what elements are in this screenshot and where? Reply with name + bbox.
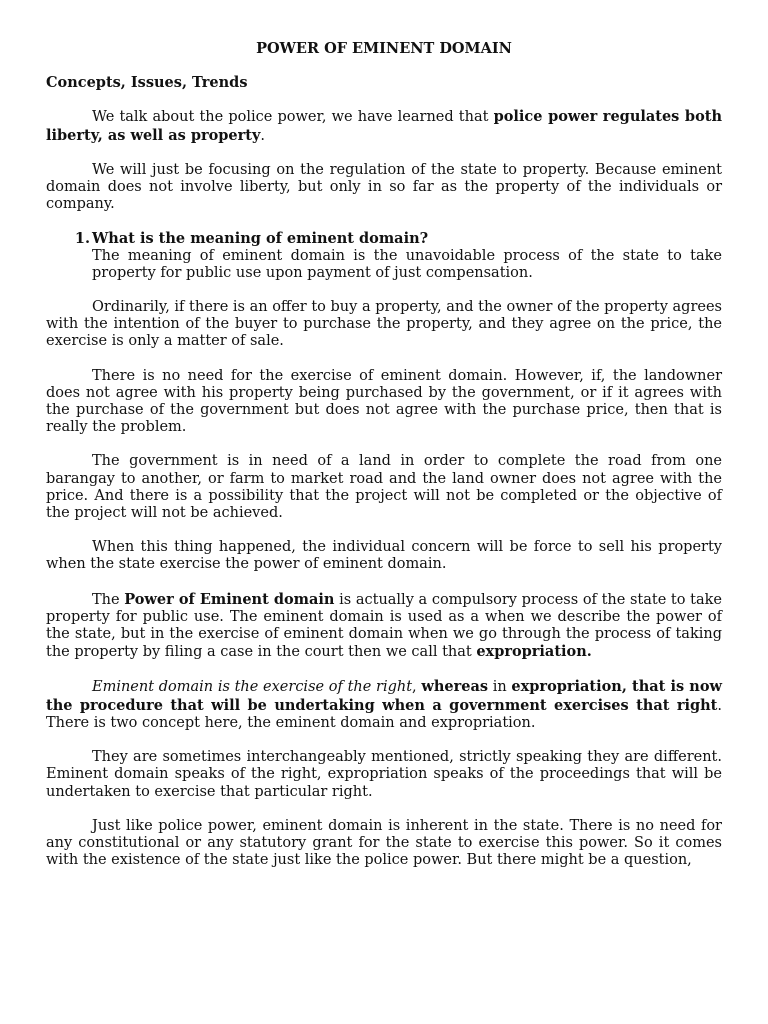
paragraph-text: . There is two concept here, the eminent domain and expropriation. xyxy=(46,697,722,731)
paragraph-police-power xyxy=(46,108,722,144)
question-text: What is the meaning of eminent domain? xyxy=(92,230,429,248)
bold-text: Power of Eminent domain xyxy=(124,590,335,608)
paragraph-interchangeable: They are sometimes interchangeably mentioned, strictly speaking they are different. Eminent domain speaks of the right, expropriation speaks of the proceedings that will be undertaken to exercise that particular right. xyxy=(46,749,722,800)
paragraph-sale: Ordinarily, if there is an offer to buy a property, and the owner of the property agrees with the intention of the buyer to purchase the property, and they agree on the price, the exercise is only a matter of sale. xyxy=(46,299,722,350)
bold-text: expropriation. xyxy=(476,643,592,661)
bold-text: expropriation, that is now the procedure that will be undertaking when a government exercises that right xyxy=(46,678,722,714)
question-answer: The meaning of eminent domain is the unavoidable process of the state to take property for public use upon payment of just compensation. xyxy=(92,247,722,281)
paragraph-text: , xyxy=(412,679,422,696)
document-title: POWER OF EMINENT DOMAIN xyxy=(256,40,512,57)
question-heading xyxy=(74,230,722,248)
paragraph-compulsory-process xyxy=(46,591,722,662)
bold-text: police power regulates both liberty, as well as property xyxy=(46,108,722,144)
italic-text: Eminent domain is the exercise of the right xyxy=(92,679,413,696)
numbered-question xyxy=(46,230,722,282)
bold-text: whereas xyxy=(421,678,489,696)
document-subtitle: Concepts, Issues, Trends xyxy=(46,74,248,92)
paragraph-road-example: The government is in need of a land in order to complete the road from one barangay to another, or farm to market road and the land owner does not agree with the price. And there is a possibility that the project will not be completed or the objective of the project will not be achieved. xyxy=(46,453,722,522)
paragraph-focus-property: We will just be focusing on the regulation of the state to property. Because eminent domain does not involve liberty, but only in so far as the property of the individuals or company. xyxy=(46,161,722,213)
question-number: 1. xyxy=(74,230,90,248)
paragraph-no-need: There is no need for the exercise of eminent domain. However, if, the landowner does not agree with his property being purchased by the government, or if it agrees with the purchase of the government but does not agree with the purchase price, then that is really the problem. xyxy=(46,367,722,436)
paragraph-text: The xyxy=(92,591,125,608)
paragraph-force-sell: When this thing happened, the individual concern will be force to sell his property when the state exercise the power of eminent domain. xyxy=(46,539,722,573)
paragraph-text: in xyxy=(488,679,512,696)
paragraph-text: . xyxy=(260,127,266,144)
paragraph-text: is actually a compulsory process of the state to take property for public use. The eminent domain is used as a when we describe the power of the state, but in the exercise of eminent domain when we go through the process of taking the property by filing a case in the court then we call that xyxy=(46,591,722,661)
paragraph-inherent: Just like police power, eminent domain is inherent in the state. There is no need for any constitutional or any statutory grant for the state to exercise this power. So it comes with the existence of the state just like the police power. But there might be a question, xyxy=(46,817,722,869)
paragraph-text: We talk about the police power, we have learned that xyxy=(92,109,494,126)
paragraph-two-concepts xyxy=(46,678,722,732)
